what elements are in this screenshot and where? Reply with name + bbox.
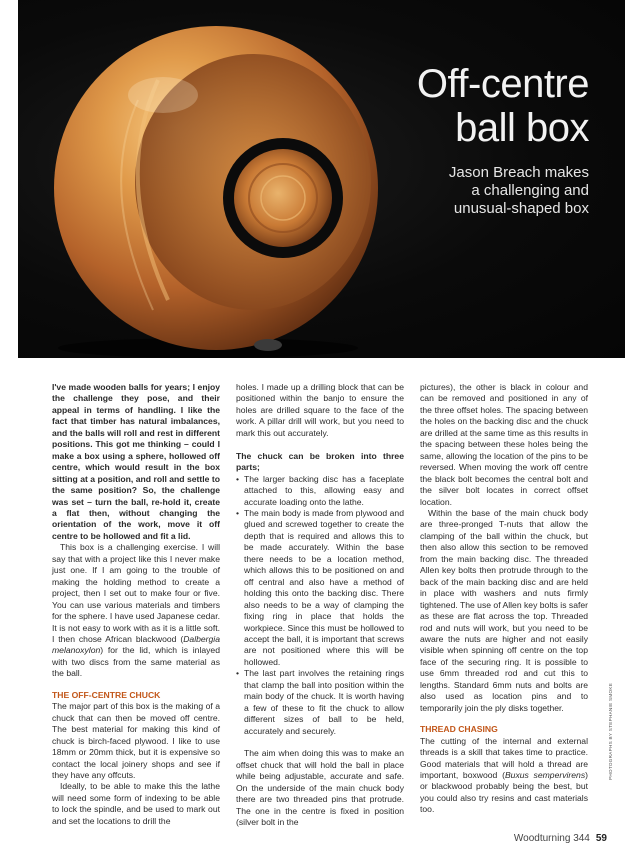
body-paragraph: Ideally, to be able to make this the lathe will need some form of indexing to be able to lock the spindle, and be used to mark out and set the locations to drill the	[52, 781, 220, 826]
section-heading-chuck: THE OFF-CENTRE CHUCK	[52, 689, 161, 700]
title-line-2: ball box	[455, 106, 589, 150]
body-paragraph: pictures), the other is black in colour and can be removed and positioned in any of the three offset holes. The spacing between the holes on the backing disc and the chuck are drilled at the same time as this results in the spacing between these holes being the same, allowing the location of the pins to be reversed. When moving the work off centre the black bolt becomes the central bolt and the silver bolt locates in correct offset location.	[420, 382, 588, 507]
list-item: • The main body is made from plywood and glued and screwed together to create the depth that is required and allows this to be made accurately. Within the base there needs to be a location method, which allows this to be positioned on and off central and also have a method of holding this onto the backing disc. There also needs to be a way of clamping the fixing ring in place that holds the workpiece. Since this must be hollowed to accept the ball, it is important that screws are not positioned where this will be hollowed.	[236, 508, 404, 668]
subtitle-line-1: Jason Breach makes	[448, 164, 589, 181]
list-lead: The chuck can be broken into three parts;	[236, 450, 404, 473]
subtitle-line-2: a challenging and	[471, 182, 589, 199]
column-2	[236, 382, 404, 829]
article-title	[417, 62, 589, 150]
body-paragraph: The aim when doing this was to make an offset chuck that will hold the ball in place while being adjustable, accurate and safe. On the underside of the main chuck body there are two threaded pins that protrude. The one in the centre is fixed in position (silver bolt in the	[236, 748, 404, 828]
body-paragraph: This box is a challenging exercise. I will say that with a project like this I never make just one. If I am going to the trouble of making the holding method to create a project, then I set out to make four or five. You can use various materials and timbers for the sphere. I have used Japanese cedar. It is not easy to work with as it is a little soft. I then chose African blackwood (Dalbergia melanoxylon) for the lid, which is inlayed with two discs from the same material as the ball.	[52, 542, 220, 679]
column-1	[52, 382, 220, 827]
photo-credit: PHOTOGRAPHS BY STEPHANIE SMOKE	[608, 682, 613, 780]
body-paragraph: Within the base of the main chuck body are three-pronged T-nuts that allow the clamping of the ball within the chuck, but then also allow this section to be removed from the main backing disc. The threaded Allen key bolts then protrude through to the back of the main backing disc and are held in place with washers and nuts firmly tightened. The use of Allen key bolts is safer as these are flat across the top. Threaded rod and nuts will work, but you need to be aware the nuts are higher and not easily visible when spinning off centre on the top face of the securing ring. It is possible to use 6mm threaded rod and cut this to lengths. Standard 6mm nuts and bolts are also used as location pins and to temporarily join the ply disks together.	[420, 507, 588, 713]
latin-name: Dalbergia melanoxylon	[52, 633, 220, 656]
body-paragraph: The cutting of the internal and external threads is a skill that takes time to practice. Good materials that will hold a thread are important, boxwood (Buxus sempervirens) or blackwood probably being the best, but you could also try resins and cast materials too.	[420, 735, 589, 815]
subtitle-line-3: unusual-shaped box	[453, 200, 589, 217]
column-3	[420, 382, 588, 816]
list-item: • The last part involves the retaining rings that clamp the ball into position within the main body of the chuck. It is worth having a few of these to fit the chuck to allow different sizes of ball to be held, accurately and securely.	[236, 668, 404, 737]
bullet-list	[236, 474, 404, 737]
intro-paragraph: I've made wooden balls for years; I enjoy the challenge they pose, and their appeal in terms of handling. I like the fact that timber has natural imbalances, and the balls will roll and rest in different positions. This got me thinking – could I make a box using a sphere, hollowed off centre, which would result in the box sitting at a position, and roll and settle to the same position? So, the challenge was set – turn the ball, re-hold it, create a flat then, without changing the orientation of the work, move it off centre to be hollowed and fit a lid.	[52, 382, 220, 541]
body-paragraph: holes. I made up a drilling block that can be positioned within the banjo to ensure the holes are drilled square to the face of the work. A pillar drill will work, but you need to mark this out accurately.	[236, 382, 404, 438]
body-paragraph: The major part of this box is the making of a chuck that can then be moved off centre. The best material for making this kind of chuck is birch-faced plywood. I like to use 18mm or 20mm thick, but it is expensive so contact the local joinery shops and see if they have any offcuts.	[52, 701, 220, 780]
list-item: • The larger backing disc has a faceplate attached to this, allowing easy and accurate loading onto the lathe.	[236, 474, 404, 508]
article-subtitle	[449, 164, 589, 218]
latin-name: Buxus sempervirens	[504, 769, 586, 780]
page-number: 59	[595, 833, 607, 844]
title-line-1: Off-centre	[416, 62, 589, 106]
article-body	[52, 382, 592, 832]
section-heading-thread: THREAD CHASING	[420, 724, 498, 735]
page-footer	[514, 833, 607, 844]
magazine-issue: Woodturning 344	[513, 833, 590, 844]
hero-photo	[18, 0, 625, 358]
